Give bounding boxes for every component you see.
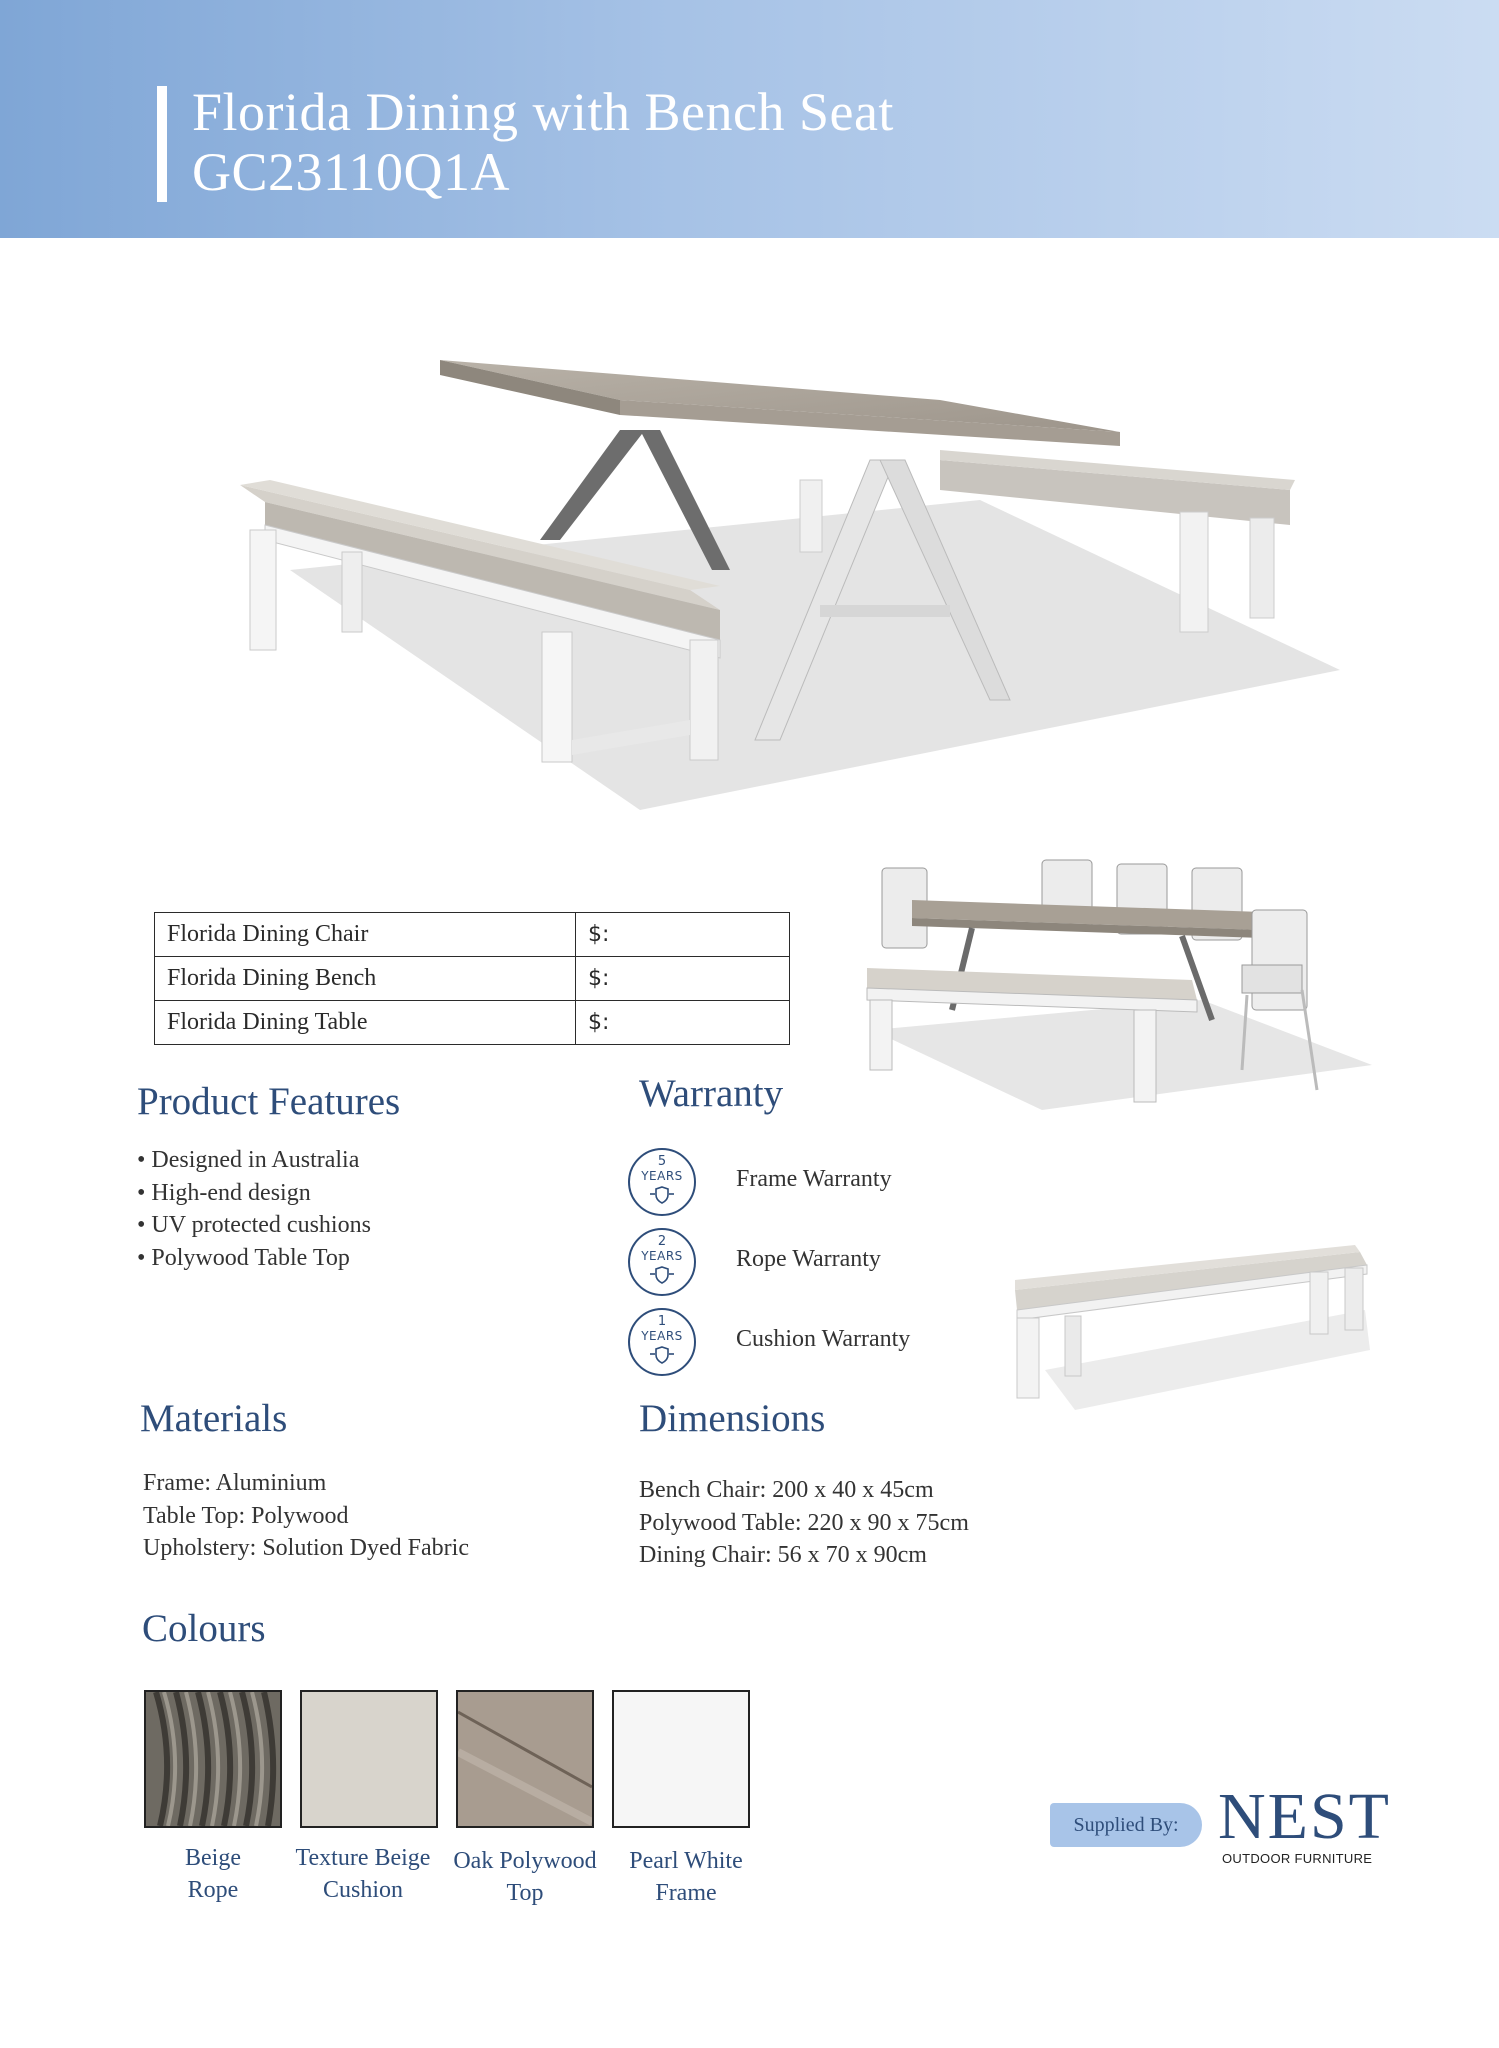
header-banner bbox=[0, 0, 1499, 238]
price-item-value: $: bbox=[576, 1001, 790, 1045]
swatch-label-line: Pearl White bbox=[629, 1848, 743, 1874]
shield-icon bbox=[650, 1345, 674, 1365]
swatch-label-line: Oak Polywood bbox=[453, 1848, 597, 1874]
features-heading: Product Features bbox=[137, 1080, 401, 1123]
list-item: Upholstery: Solution Dyed Fabric bbox=[143, 1535, 469, 1561]
wood-texture bbox=[458, 1692, 592, 1826]
price-item-name: Florida Dining Chair bbox=[155, 913, 576, 957]
list-item: • Polywood Table Top bbox=[137, 1244, 350, 1271]
bench-image bbox=[1005, 1240, 1375, 1410]
table-row bbox=[155, 957, 790, 1001]
price-table bbox=[154, 912, 790, 1045]
price-item-value: $: bbox=[576, 957, 790, 1001]
warranty-label: Cushion Warranty bbox=[736, 1326, 911, 1352]
warranty-label: Rope Warranty bbox=[736, 1246, 881, 1272]
table-row bbox=[155, 913, 790, 957]
price-item-name: Florida Dining Table bbox=[155, 1001, 576, 1045]
list-item: Polywood Table: 220 x 90 x 75cm bbox=[639, 1509, 969, 1536]
shield-icon bbox=[650, 1185, 674, 1205]
swatch-label bbox=[440, 1845, 610, 1909]
dimensions-heading: Dimensions bbox=[639, 1397, 826, 1440]
list-item: Table Top: Polywood bbox=[143, 1502, 349, 1529]
features-list bbox=[137, 1144, 371, 1274]
warranty-heading: Warranty bbox=[639, 1072, 784, 1115]
brand-logo: NEST bbox=[1218, 1780, 1391, 1853]
dimensions-list bbox=[639, 1474, 969, 1572]
swatch-label bbox=[278, 1842, 448, 1906]
warranty-badge-icon bbox=[628, 1228, 696, 1296]
list-item: Dining Chair: 56 x 70 x 90cm bbox=[639, 1542, 927, 1568]
warranty-years: 1 bbox=[657, 1314, 667, 1329]
brand-subtitle: OUTDOOR FURNITURE bbox=[1222, 1851, 1373, 1866]
hero-product-image bbox=[220, 340, 1350, 840]
swatch-texture-beige bbox=[300, 1690, 438, 1828]
years-label: YEARS bbox=[641, 1329, 683, 1343]
swatch-oak-polywood bbox=[456, 1690, 594, 1828]
warranty-years: 5 bbox=[657, 1154, 667, 1169]
list-item: Bench Chair: 200 x 40 x 45cm bbox=[639, 1477, 934, 1503]
list-item: • Designed in Australia bbox=[137, 1147, 360, 1173]
shield-icon bbox=[650, 1265, 674, 1285]
list-item: • UV protected cushions bbox=[137, 1212, 371, 1238]
swatch-label-line: Frame bbox=[655, 1880, 717, 1906]
warranty-item bbox=[628, 1148, 948, 1218]
table-row bbox=[155, 1001, 790, 1045]
header-accent-bar bbox=[157, 86, 167, 202]
swatch-label-line: Beige bbox=[185, 1845, 241, 1871]
warranty-badge-icon bbox=[628, 1308, 696, 1376]
swatch-label bbox=[128, 1842, 298, 1906]
swatch-label-line: Texture Beige bbox=[295, 1845, 431, 1871]
list-item: Frame: Aluminium bbox=[143, 1470, 327, 1496]
swatch-beige-rope bbox=[144, 1690, 282, 1828]
colours-heading: Colours bbox=[142, 1607, 266, 1650]
supplied-by-tag: Supplied By: bbox=[1050, 1803, 1202, 1847]
dining-set-image bbox=[862, 850, 1382, 1120]
swatch-label-line: Top bbox=[506, 1880, 544, 1906]
swatch-pearl-white bbox=[612, 1690, 750, 1828]
materials-list bbox=[143, 1467, 469, 1565]
product-code: GC23110Q1A bbox=[192, 142, 511, 202]
swatch-label-line: Rope bbox=[187, 1877, 239, 1903]
years-label: YEARS bbox=[641, 1249, 683, 1263]
price-item-name: Florida Dining Bench bbox=[155, 957, 576, 1001]
swatch-label-line: Cushion bbox=[322, 1877, 403, 1903]
warranty-badge-icon bbox=[628, 1148, 696, 1216]
warranty-item bbox=[628, 1308, 948, 1378]
materials-heading: Materials bbox=[140, 1397, 288, 1440]
rope-texture bbox=[146, 1692, 280, 1826]
years-label: YEARS bbox=[641, 1169, 683, 1183]
page-title: Florida Dining with Bench Seat bbox=[192, 82, 894, 142]
price-item-value: $: bbox=[576, 913, 790, 957]
warranty-label: Frame Warranty bbox=[736, 1166, 892, 1192]
warranty-years: 2 bbox=[657, 1234, 667, 1249]
warranty-item bbox=[628, 1228, 948, 1298]
list-item: • High-end design bbox=[137, 1179, 311, 1206]
swatch-label bbox=[601, 1845, 771, 1909]
